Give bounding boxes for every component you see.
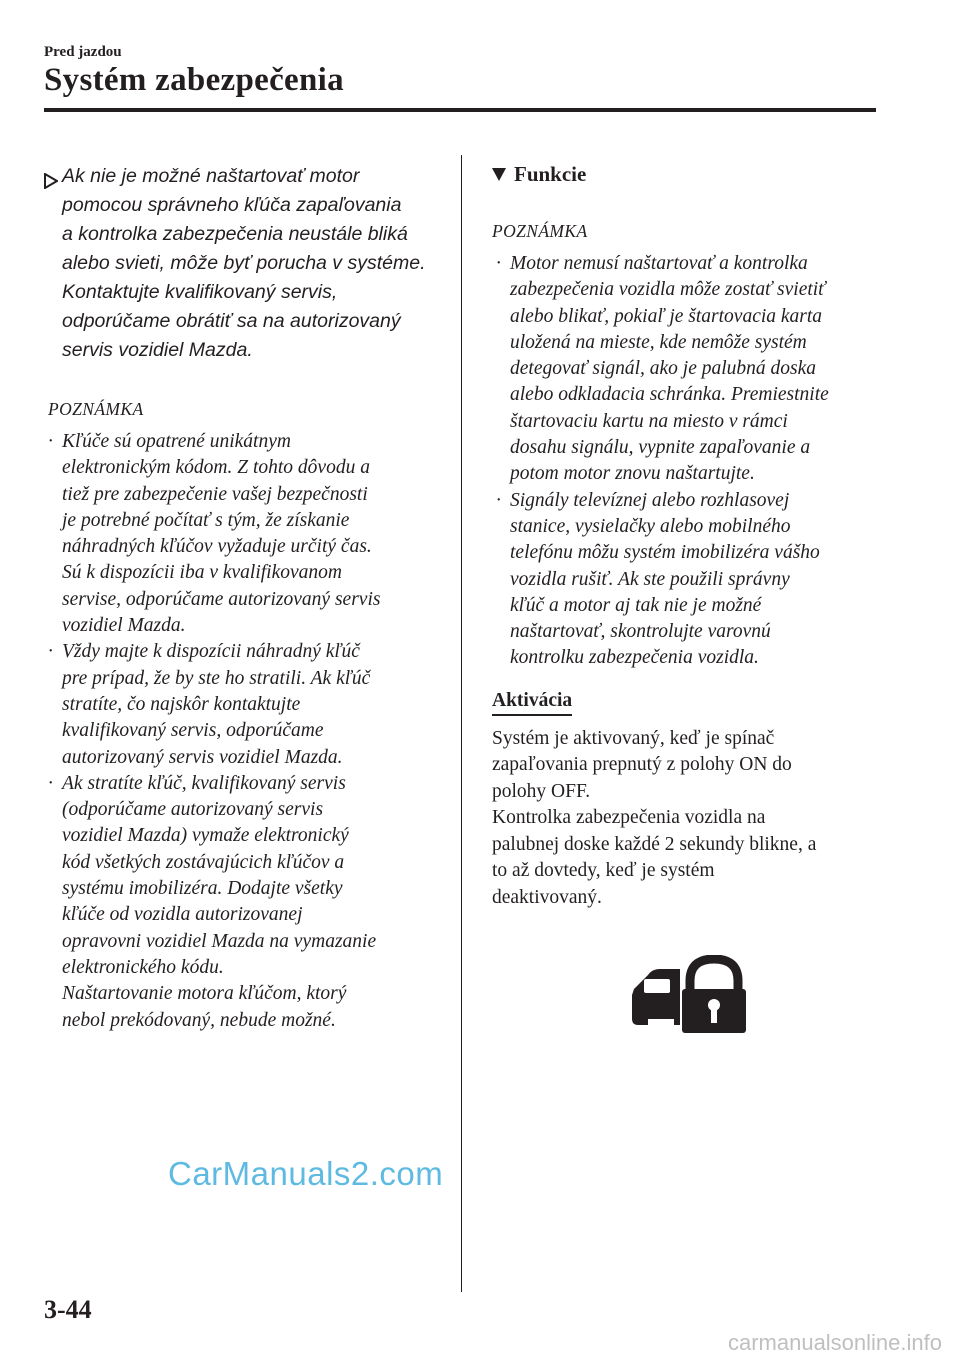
warning-line: odporúčame obrátiť sa na autorizovaný — [62, 310, 401, 332]
note-line: kľúče od vozidla autorizovanej — [62, 904, 303, 926]
column-divider — [461, 155, 462, 1292]
site-watermark: carmanualsonline.info — [727, 1330, 942, 1355]
note-line: vozidiel Mazda. — [62, 615, 186, 637]
warning-line: Kontaktujte kvalifikovaný servis, — [62, 281, 338, 303]
warning-text — [62, 162, 439, 365]
note-line: kód všetkých zostávajúcich kľúčov a — [62, 851, 345, 873]
note-line: Kľúče sú opatrené unikátnym — [62, 431, 291, 452]
body-line: to až dovtedy, keď je systém — [492, 860, 715, 882]
note-line: alebo odkladacia schránka. Premiestnite — [510, 384, 829, 406]
note-line: kľúč a motor aj tak nie je možné — [510, 594, 762, 616]
note-line: potom motor znovu naštartujte. — [510, 463, 755, 485]
watermark: CarManuals2.com — [168, 1155, 444, 1192]
note-line: kontrolku zabezpečenia vozidla. — [510, 647, 759, 669]
header-rule — [44, 108, 876, 112]
note-line: Ak stratíte kľúč, kvalifikovaný servis — [62, 772, 346, 794]
note-line: Motor nemusí naštartovať a kontrolka — [510, 253, 808, 274]
note-item — [48, 429, 439, 639]
note-list — [492, 251, 884, 672]
bullet: · — [48, 641, 53, 663]
note-line: štartovaciu kartu na miesto v rámci — [510, 410, 788, 432]
note-line: tiež pre zabezpečenie vašej bezpečnosti — [62, 483, 368, 505]
warning-line: Ak nie je možné naštartovať motor — [62, 165, 360, 187]
note-item — [48, 771, 439, 1034]
body-line: palubnej doske každé 2 sekundy blikne, a — [492, 833, 817, 855]
warning-line: alebo svieti, môže byť porucha v systéme. — [62, 252, 426, 274]
left-column — [44, 162, 439, 1034]
note-label: POZNÁMKA — [48, 399, 144, 419]
note-item — [48, 639, 439, 770]
section-label: Pred jazdou — [44, 44, 122, 60]
section-heading-text: Funkcie — [514, 162, 587, 186]
note-line: zabezpečenia vozidla môže zostať svietiť — [510, 279, 826, 301]
note-line: naštartovať, skontrolujte varovnú — [510, 621, 771, 643]
page-number: 3-44 — [44, 1295, 92, 1324]
security-indicator-lock-icon — [628, 955, 750, 1040]
note-line: náhradných kľúčov vyžaduje určitý čas. — [62, 536, 372, 558]
note-line: stratíte, čo najskôr kontaktujte — [62, 693, 301, 715]
note-line: Signály televíznej alebo rozhlasovej — [510, 489, 790, 511]
note-line: Vždy majte k dispozícii náhradný kľúč — [62, 641, 360, 663]
right-column — [492, 162, 884, 911]
warning-line: servis vozidiel Mazda. — [62, 339, 253, 361]
page-title: Systém zabezpečenia — [44, 62, 344, 98]
bullet: · — [496, 489, 501, 511]
warning-line: pomocou správneho kľúča zapaľovania — [62, 194, 402, 216]
note-label: POZNÁMKA — [492, 221, 588, 241]
note-line: Sú k dispozícii iba v kvalifikovanom — [62, 562, 342, 584]
bullet: · — [48, 431, 53, 452]
note-line: kvalifikovaný servis, odporúčame — [62, 720, 324, 742]
warning-arrow-icon — [44, 162, 62, 365]
note-line: autorizovaný servis vozidiel Mazda. — [62, 746, 343, 768]
body-line: zapaľovania prepnutý z polohy ON do — [492, 754, 792, 776]
note-line: uložená na mieste, kde nemôže systém — [510, 331, 807, 353]
note-line: elektronickým kódom. Z tohto dôvodu a — [62, 457, 370, 479]
body-line: Kontrolka zabezpečenia vozidla na — [492, 807, 766, 829]
bullet: · — [48, 772, 53, 794]
note-line: vozidla rušiť. Ak ste použili správny — [510, 568, 790, 590]
note-list — [44, 429, 439, 1034]
note-item — [496, 251, 884, 488]
activation-text — [492, 726, 884, 912]
note-line: opravovni vozidiel Mazda na vymazanie — [62, 930, 377, 952]
section-heading — [492, 162, 884, 187]
note-line: systému imobilizéra. Dodajte všetky — [62, 878, 343, 900]
note-line: pre prípad, že by ste ho stratili. Ak kľúč — [62, 667, 371, 689]
body-line: deaktivovaný. — [492, 886, 602, 908]
note-line: (odporúčame autorizovaný servis — [62, 799, 324, 821]
note-line: elektronického kódu. — [62, 956, 224, 978]
note-line: servise, odporúčame autorizovaný servis — [62, 588, 381, 610]
note-line: dosahu signálu, vypnite zapaľovanie a — [510, 437, 811, 459]
triangle-down-icon — [492, 168, 506, 181]
bullet: · — [496, 253, 501, 274]
note-line: alebo blikať, pokiaľ je štartovacia karta — [510, 305, 823, 327]
warning-line: a kontrolka zabezpečenia neustále bliká — [62, 223, 408, 245]
sub-heading-activation: Aktivácia — [492, 690, 572, 716]
note-line: nebol prekódovaný, nebude možné. — [62, 1009, 336, 1031]
note-line: je potrebné počítať s tým, že získanie — [62, 509, 350, 531]
body-line: polohy OFF. — [492, 780, 591, 802]
note-item — [496, 488, 884, 672]
note-line: telefónu môžu systém imobilizéra vášho — [510, 542, 820, 564]
note-line: stanice, vysielačky alebo mobilného — [510, 515, 791, 537]
note-line: detegovať signál, ako je palubná doska — [510, 358, 817, 380]
note-line: Naštartovanie motora kľúčom, ktorý — [62, 983, 347, 1005]
body-line: Systém je aktivovaný, keď je spínač — [492, 727, 775, 749]
warning-block — [44, 162, 439, 365]
note-line: vozidiel Mazda) vymaže elektronický — [62, 825, 349, 847]
